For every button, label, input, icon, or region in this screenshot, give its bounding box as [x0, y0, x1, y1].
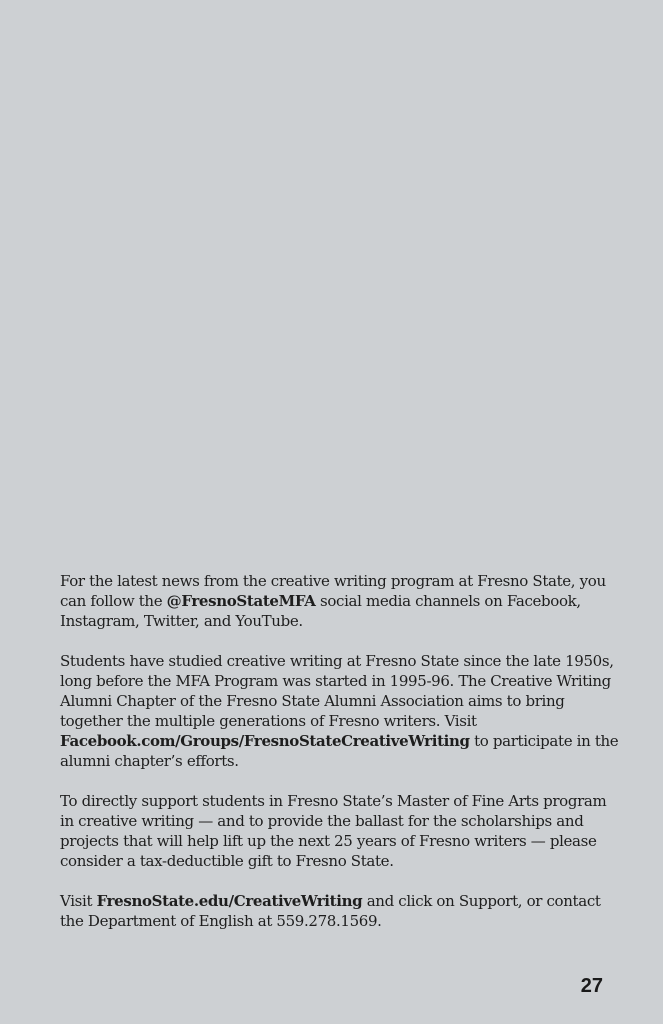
paragraph-news-text: For the latest news from the creative writing program at Fresno State, you can follow the	[60, 572, 606, 610]
body-text	[60, 571, 620, 951]
page-number: 27	[580, 975, 603, 997]
paragraph-alumni-tail: to participate in the alumni chapter’s efforts.	[60, 732, 619, 770]
paragraph-alumni-text: Students have studied creative writing at Fresno State since the late 1950s, long before the MFA Program was started in 1995-96. The Creative Writing Alumni Chapter of the Fresno State Alumni Association aims to bring together the multiple generations of Fresno writers. Visit	[60, 652, 614, 730]
paragraph-support	[60, 791, 620, 871]
paragraph-contact-text: Visit	[60, 892, 97, 910]
creative-writing-link[interactable]: FresnoState.edu/CreativeWriting	[96, 892, 363, 910]
paragraph-support-text: To directly support students in Fresno State’s Master of Fine Arts program in creative writing — and to provide the ballast for the scholarships and projects that will help lift up the next 25 years of Fresno writers — please consider a tax-deductible gift to Fresno State.	[60, 792, 607, 870]
social-handle: @FresnoStateMFA	[166, 592, 316, 610]
paragraph-contact	[60, 891, 620, 931]
paragraph-news	[60, 571, 620, 631]
paragraph-alumni	[60, 651, 620, 771]
paragraph-news-tail: social media channels on Facebook, Instagram, Twitter, and YouTube.	[60, 592, 581, 630]
paragraph-contact-tail: and click on Support, or contact the Department of English at 559.278.1569.	[60, 892, 601, 930]
facebook-group-link[interactable]: Facebook.com/Groups/FresnoStateCreativeWriting	[60, 732, 470, 750]
